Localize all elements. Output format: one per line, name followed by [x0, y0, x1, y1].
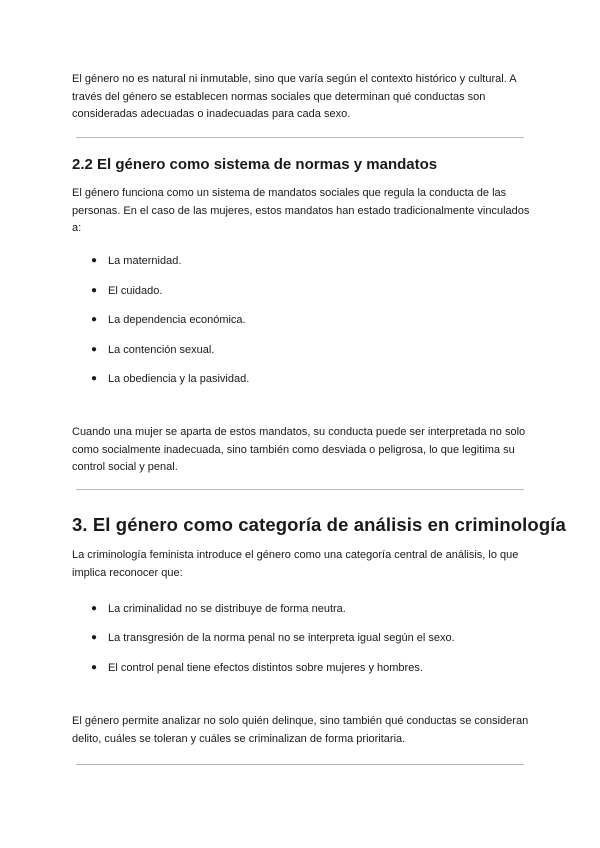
horizontal-rule [76, 764, 524, 765]
bullet-icon: ● [91, 314, 98, 325]
list-item-text: El control penal tiene efectos distintos sobre mujeres y hombres. [108, 662, 423, 674]
list-item [0, 253, 560, 269]
section-3-closing-paragraph: El género permite analizar no solo quién delinque, sino también qué conductas se consideran delito, cuáles se toleran y cuáles se criminalizan de forma prioritaria. [72, 715, 529, 745]
horizontal-rule [76, 137, 524, 138]
section-2-2-paragraph: El género funciona como un sistema de mandatos sociales que regula la conducta de las personas. En el caso de las mujeres, estos mandatos han estado tradicionalmente vinculados a: [72, 187, 530, 234]
section-3-heading: 3. El género como categoría de análisis en criminología [72, 514, 566, 535]
list-item-text: La maternidad. [108, 255, 182, 267]
list-item-text: La dependencia económica. [108, 314, 246, 326]
list-item [0, 342, 560, 358]
bullet-icon: ● [91, 285, 98, 296]
bullet-icon: ● [91, 255, 98, 266]
list-item-text: El cuidado. [108, 285, 163, 297]
bullet-icon: ● [91, 344, 98, 355]
section-2-2-closing-paragraph: Cuando una mujer se aparta de estos mandatos, su conducta puede ser interpretada no solo como socialmente inadecuada, sino también como desviada o peligrosa, lo que legitima su control social y penal. [72, 426, 526, 473]
list-item-text: La criminalidad no se distribuye de forma neutra. [108, 603, 346, 615]
list-item-text: La obediencia y la pasividad. [108, 373, 250, 385]
bullet-icon: ● [91, 632, 98, 643]
list-item [0, 283, 560, 299]
bullet-icon: ● [91, 373, 98, 384]
list-item [0, 312, 560, 328]
horizontal-rule [76, 489, 524, 490]
list-item [0, 660, 560, 676]
section-3-paragraph: La criminología feminista introduce el género como una categoría central de análisis, lo que implica reconocer que: [72, 549, 519, 579]
list-item-text: La contención sexual. [108, 344, 215, 356]
section-2-2-heading: 2.2 El género como sistema de normas y mandatos [72, 156, 438, 173]
list-item-text: La transgresión de la norma penal no se interpreta igual según el sexo. [108, 632, 455, 644]
bullet-icon: ● [91, 603, 98, 614]
list-item [0, 630, 560, 646]
list-item [0, 601, 560, 617]
list-item [0, 371, 560, 387]
intro-paragraph: El género no es natural ni inmutable, sino que varía según el contexto histórico y cultural. A través del género se establecen normas sociales que determinan qué conductas son consideradas adecuadas o inadecuadas para cada sexo. [72, 73, 516, 120]
bullet-icon: ● [91, 662, 98, 673]
